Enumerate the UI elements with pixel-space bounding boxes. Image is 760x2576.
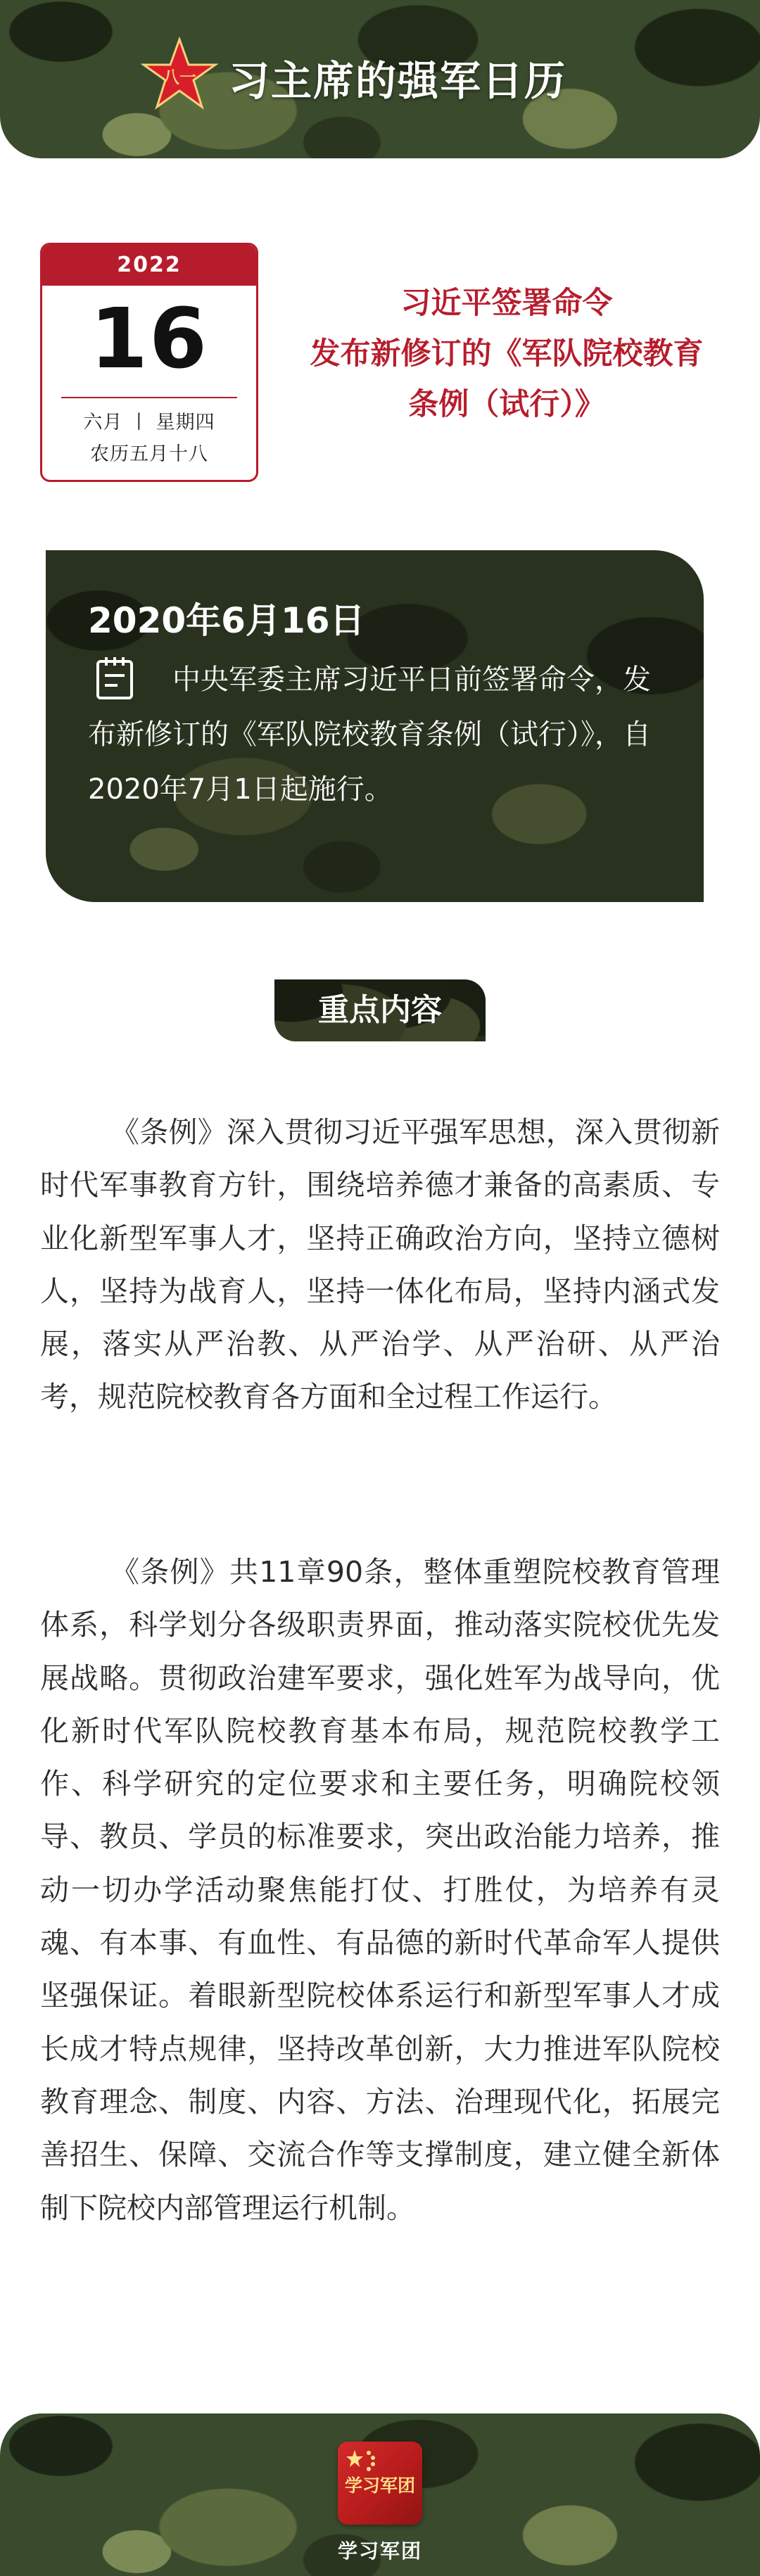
calendar-card: [40, 243, 258, 482]
emblem-text: 八一: [163, 68, 196, 87]
calendar-lunar-date: 农历五月十八: [90, 443, 208, 465]
body-paragraph: 《条例》深入贯彻习近平强军思想，深入贯彻新时代军事教育方针，围绕培养德才兼备的高素质、专业化新型军事人才，坚持正确政治方向，坚持立德树人，坚持为战育人，坚持一体化布局，坚持内涵式发展，落实从严治教、从严治学、从严治研、从严治考，规范院校教育各方面和全过程工作运行。: [40, 1115, 720, 1414]
flag-stars-icon: [345, 2449, 387, 2477]
footer-brand-name: 学习军团: [337, 2539, 422, 2563]
calendar-divider: [61, 397, 237, 398]
logo-text: 学习军团: [344, 2475, 415, 2496]
headline-line: 习近平签署命令: [400, 286, 613, 321]
brand-logo: [338, 2442, 422, 2525]
page-header: [0, 0, 760, 158]
section-label: [274, 979, 486, 1041]
headline-line: 条例（试行）》: [408, 387, 605, 422]
headline-line: 发布新修订的《军队院校教育: [310, 336, 704, 372]
event-date: 2020年6月16日: [88, 600, 365, 641]
section-label-text: 重点内容: [274, 979, 486, 1041]
page-title: 习主席的强军日历: [229, 57, 567, 105]
event-card: [46, 550, 704, 902]
body-paragraph: 《条例》共11章90条，整体重塑院校教育管理体系，科学划分各级职责界面，推动落实院校优先发展战略。贯彻政治建军要求，强化姓军为战导向，优化新时代军队院校教育基本布局，规范院校教学工作、科学研究的定位要求和主要任务，明确院校领导、教员、学员的标准要求，突出政治能力培养，推动一切办学活动聚焦能打仗、打胜仗，为培养有灵魂、有本事、有血性、有品德的新时代革命军人提供坚强保证。着眼新型院校体系运行和新型军事人才成长成才特点规律，坚持改革创新，大力推进军队院校教育理念、制度、内容、方法、治理现代化，拓展完善招生、保障、交流合作等支撑制度，建立健全新体制下院校内部管理运行机制。: [40, 1555, 720, 2225]
headline: [281, 278, 732, 430]
calendar-day: 16: [89, 290, 209, 387]
red-star-emblem-icon: [141, 37, 218, 114]
calendar-year: 2022: [42, 245, 256, 286]
event-description: 中央军委主席习近平日前签署命令，发布新修订的《军队院校教育条例（试行）》，自2020年7月1日起施行。: [88, 664, 651, 806]
calendar-weekday: 六月 丨 星期四: [83, 412, 215, 433]
